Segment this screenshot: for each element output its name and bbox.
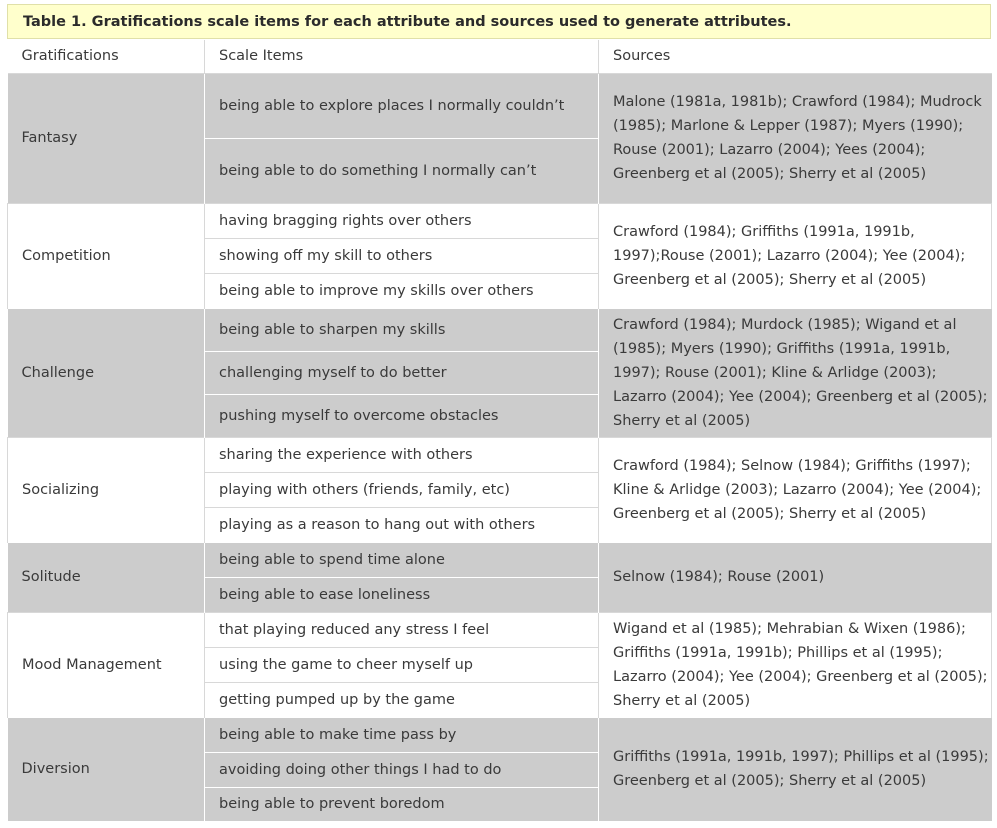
gratification-cell: Competition xyxy=(8,203,205,308)
scale-item: being able to spend time alone xyxy=(205,542,599,577)
gratification-cell: Challenge xyxy=(8,308,205,437)
sources-cell: Crawford (1984); Murdock (1985); Wigand et al (1985); Myers (1990); Griffiths (1991a, 1991b, 1997); Rouse (2001); Kline & Arlidge (2003); Lazarro (2004); Yee (2004); Greenberg et al (2005); Sherry et al (2005) xyxy=(599,308,992,437)
scale-item: being able to ease loneliness xyxy=(205,577,599,612)
scale-item: being able to make time pass by xyxy=(205,717,599,752)
table-row xyxy=(8,612,992,647)
table-row xyxy=(8,203,992,238)
sources-cell: Crawford (1984); Griffiths (1991a, 1991b, 1997);Rouse (2001); Lazarro (2004); Yee (2004); Greenberg et al (2005); Sherry et al (2005) xyxy=(599,203,992,308)
sources-cell: Malone (1981a, 1981b); Crawford (1984); Mudrock (1985); Marlone & Lepper (1987); Myers (1990); Rouse (2001); Lazarro (2004); Yees (2004); Greenberg et al (2005); Sherry et al (2005) xyxy=(599,73,992,203)
gratification-cell: Diversion xyxy=(8,717,205,821)
gratification-cell: Mood Management xyxy=(8,612,205,717)
scale-item: having bragging rights over others xyxy=(205,203,599,238)
sources-cell: Griffiths (1991a, 1991b, 1997); Phillips et al (1995); Greenberg et al (2005); Sherry et al (2005) xyxy=(599,717,992,821)
scale-item: challenging myself to do better xyxy=(205,351,599,394)
table-row xyxy=(8,542,992,577)
table-caption: Table 1. Gratifications scale items for each attribute and sources used to generate attributes. xyxy=(7,4,991,39)
scale-item: avoiding doing other things I had to do xyxy=(205,752,599,787)
gratification-cell: Solitude xyxy=(8,542,205,612)
header-sources: Sources xyxy=(599,40,992,73)
scale-item: being able to do something I normally can’t xyxy=(205,138,599,203)
sources-cell: Selnow (1984); Rouse (2001) xyxy=(599,542,992,612)
table-row xyxy=(8,308,992,351)
sources-cell: Crawford (1984); Selnow (1984); Griffiths (1997); Kline & Arlidge (2003); Lazarro (2004); Yee (2004); Greenberg et al (2005); Sherry et al (2005) xyxy=(599,437,992,542)
header-scale-items: Scale Items xyxy=(205,40,599,73)
scale-item: that playing reduced any stress I feel xyxy=(205,612,599,647)
scale-item: playing with others (friends, family, etc) xyxy=(205,472,599,507)
scale-item: sharing the experience with others xyxy=(205,437,599,472)
table-row xyxy=(8,437,992,472)
gratification-cell: Fantasy xyxy=(8,73,205,203)
header-gratifications: Gratifications xyxy=(8,40,205,73)
scale-item: playing as a reason to hang out with others xyxy=(205,507,599,542)
gratification-cell: Socializing xyxy=(8,437,205,542)
sources-cell: Wigand et al (1985); Mehrabian & Wixen (1986); Griffiths (1991a, 1991b); Phillips et al (1995); Lazarro (2004); Yee (2004); Greenberg et al (2005); Sherry et al (2005) xyxy=(599,612,992,717)
header-row xyxy=(8,40,992,73)
scale-item: getting pumped up by the game xyxy=(205,682,599,717)
scale-item: being able to prevent boredom xyxy=(205,787,599,821)
scale-item: being able to sharpen my skills xyxy=(205,308,599,351)
gratifications-table xyxy=(7,40,992,821)
table-row xyxy=(8,73,992,138)
scale-item: being able to explore places I normally couldn’t xyxy=(205,73,599,138)
scale-item: showing off my skill to others xyxy=(205,238,599,273)
scale-item: being able to improve my skills over others xyxy=(205,273,599,308)
scale-item: pushing myself to overcome obstacles xyxy=(205,394,599,437)
scale-item: using the game to cheer myself up xyxy=(205,647,599,682)
table-row xyxy=(8,717,992,752)
